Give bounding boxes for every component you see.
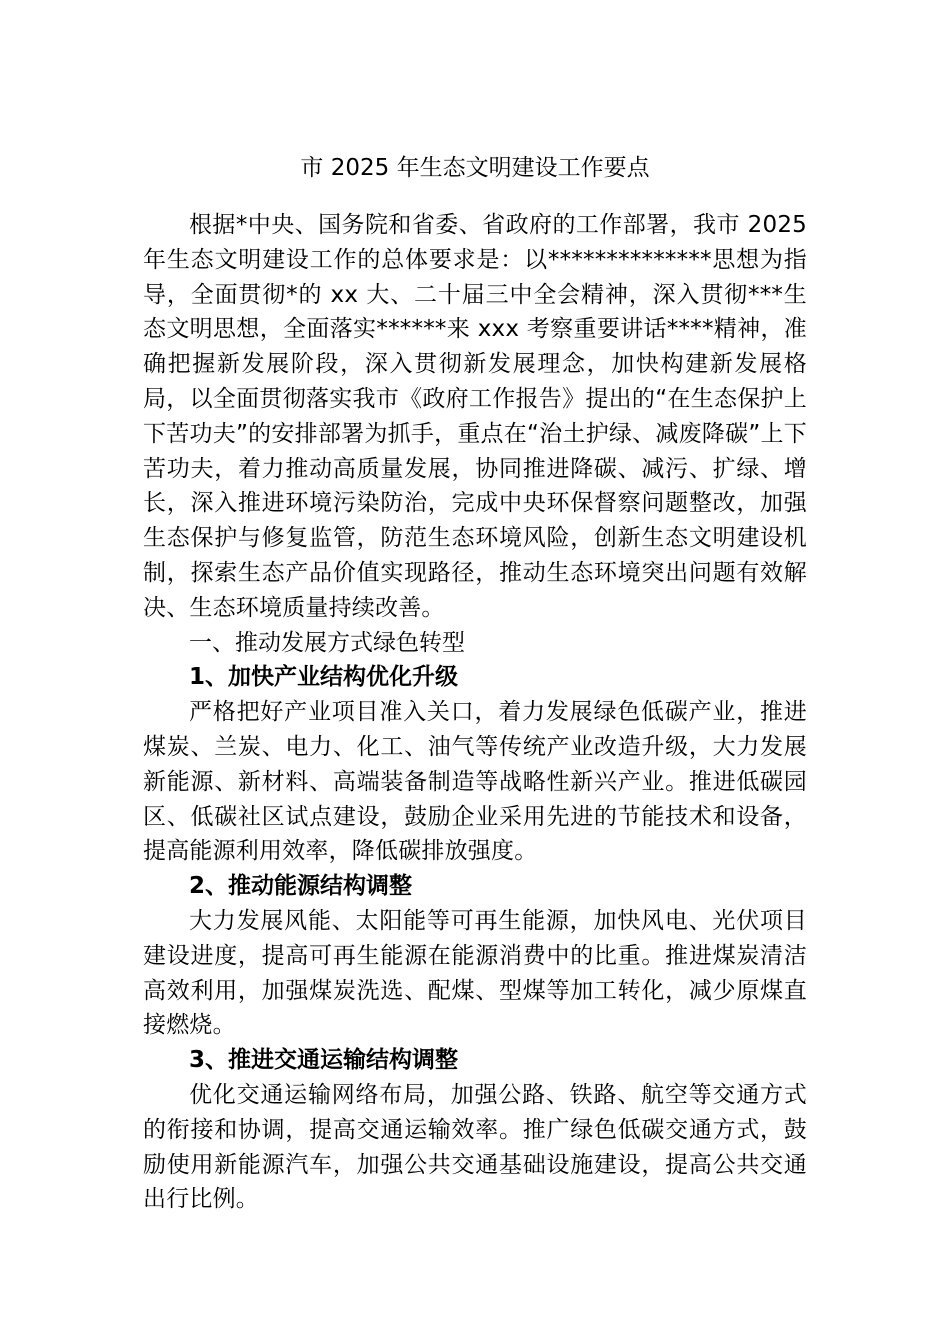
item-heading-2: 2、推动能源结构调整 [189,873,413,900]
item-heading-3: 3、推进交通运输结构调整 [189,1047,459,1074]
intro-paragraph: 根据*中央、国务院和省委、省政府的工作部署，我市 2025 年生态文明建设工作的总体要求是：以**************思想为指导，全面贯彻*的 xx 大、二十届三中全会精神，深入贯彻***生态文明思想，全面落实******来 xxx 考察重要讲话****精神，准确把握新发展阶段，深入贯彻新发展理念，加快构建新发展格局，以全面贯彻落实我市《政府工作报告》提出的“在生态保护上下苦功夫”的安排部署为抓手，重点在“治土护绿、减废降碳”上下苦功夫，着力推动高质量发展，协同推进降碳、减污、扩绿、增长，深入推进环境污染防治，完成中央环保督察问题整改，加强生态保护与修复监管，防范生态环境风险，创新生态文明建设机制，探索生态产品价值实现路径，推动生态环境突出问题有效解决、生态环境质量持续改善。 [143,212,807,621]
item-heading-1: 1、加快产业结构优化升级 [189,664,459,691]
section-heading: 一、推动发展方式绿色转型 [189,629,465,656]
document-page [143,150,807,1217]
document-title: 市 2025 年生态文明建设工作要点 [300,155,650,181]
item-paragraph-1: 严格把好产业项目准入关口，着力发展绿色低碳产业，推进煤炭、兰炭、电力、化工、油气等传统产业改造升级，大力发展新能源、新材料、高端装备制造等战略性新兴产业。推进低碳园区、低碳社区试点建设，鼓励企业采用先进的节能技术和设备，提高能源利用效率，降低碳排放强度。 [143,699,807,865]
item-paragraph-3: 优化交通运输网络布局，加强公路、铁路、航空等交通方式的衔接和协调，提高交通运输效率。推广绿色低碳交通方式，鼓励使用新能源汽车，加强公共交通基础设施建设，提高公共交通出行比例。 [143,1081,807,1213]
item-paragraph-2: 大力发展风能、太阳能等可再生能源，加快风电、光伏项目建设进度，提高可再生能源在能源消费中的比重。推进煤炭清洁高效利用，加强煤炭洗选、配煤、型煤等加工转化，减少原煤直接燃烧。 [143,907,807,1039]
